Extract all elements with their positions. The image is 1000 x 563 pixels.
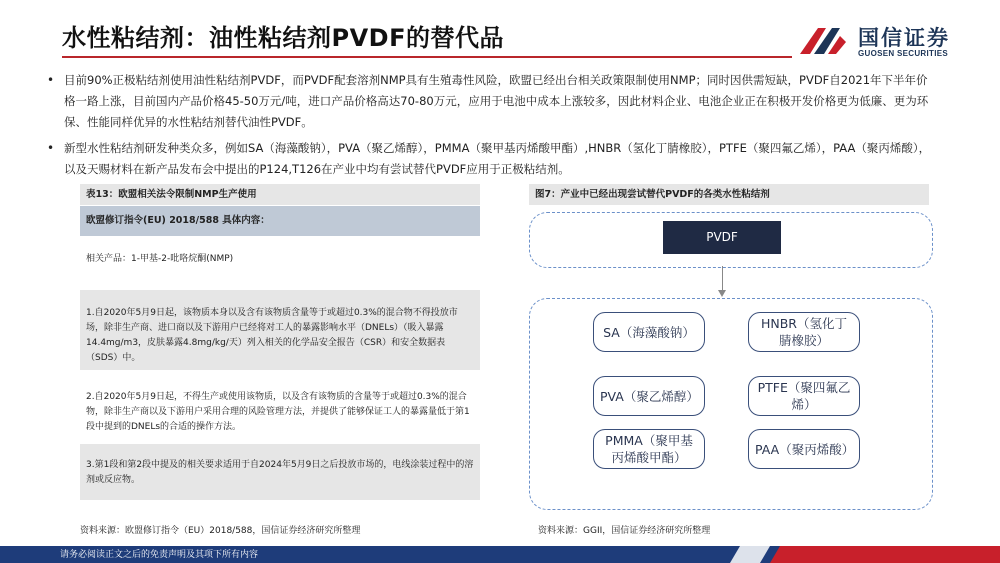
eu-regulation-table xyxy=(80,184,480,236)
bullet-dot-icon: • xyxy=(47,73,55,87)
bullet-text: 目前90%正极粘结剂使用油性粘结剂PVDF，而PVDF配套溶剂NMP具有生殖毒性风险，欧盟已经出台相关政策限制使用NMP；同时因供需短缺，PVDF自2021年下半年价格一路上涨，目前国内产品价格45-50万元/吨，进口产品价格高达70-80万元，应用于电池中成本上涨较多，因此材料企业、电池企业正在积极开发价格更为低廉、更为环保、性能同样优异的水性粘结剂替代油性PVDF。 xyxy=(64,73,929,129)
logo-chinese-name: 国信证券 xyxy=(858,26,950,50)
bullet-paragraph-2 xyxy=(47,138,934,180)
guosen-logo-icon xyxy=(796,20,850,60)
node-ptfe: PTFE（聚四氟乙烯） xyxy=(748,376,860,416)
binder-figure xyxy=(529,184,929,205)
node-pva: PVA（聚乙烯醇） xyxy=(593,376,705,416)
node-hnbr: HNBR（氢化丁腈橡胶） xyxy=(748,312,860,352)
figure-source: 资料来源：GGII，国信证券经济研究所整理 xyxy=(538,526,711,536)
table-source: 资料来源：欧盟修订指令（EU）2018/588，国信证券经济研究所整理 xyxy=(80,526,361,536)
page-title: 水性粘结剂：油性粘结剂PVDF的替代品 xyxy=(62,24,504,52)
related-product-text: 相关产品：1-甲基-2-吡咯烷酮(NMP) xyxy=(86,254,234,264)
node-paa: PAA（聚丙烯酸） xyxy=(748,429,860,469)
node-pmma: PMMA（聚甲基丙烯酸甲酯） xyxy=(593,429,705,469)
arrow-down-icon xyxy=(718,290,726,297)
arrow-line xyxy=(722,266,723,293)
regulation-item-2: 2.自2020年5月9日起，不得生产或使用该物质，以及含有该物质的含量等于或超过0.3%的混合物，除非生产商以及下游用户采用合理的风险管理方法，并提供了能够保证工人的暴露量低于第1段中提到的DNELs的合适的操作方法。 xyxy=(86,392,470,432)
title-underline xyxy=(62,56,792,58)
footer-stripe-decoration xyxy=(700,546,1000,563)
logo-english-name: GUOSEN SECURITIES xyxy=(858,49,949,58)
table-subheader: 欧盟修订指令(EU) 2018/588 具体内容： xyxy=(80,206,480,236)
node-sa: SA（海藻酸钠） xyxy=(593,312,705,352)
company-logo xyxy=(796,18,986,64)
alternatives-dashed-frame xyxy=(529,298,933,510)
bullet-dot-icon: • xyxy=(47,141,55,155)
table-caption: 表13：欧盟相关法令限制NMP生产使用 xyxy=(80,184,480,205)
figure-caption: 图7：产业中已经出现尝试替代PVDF的各类水性粘结剂 xyxy=(529,184,929,205)
regulation-item-3: 3.第1段和第2段中提及的相关要求适用于自2024年5月9日之后投放市场的，电线涂装过程中的溶剂或反应物。 xyxy=(80,444,480,500)
pvdf-node: PVDF xyxy=(663,221,781,254)
bullet-paragraph-1 xyxy=(47,70,934,133)
regulation-item-1: 1.自2020年5月9日起，该物质本身以及含有该物质含量等于或超过0.3%的混合物不得投放市场，除非生产商、进口商以及下游用户已经将对工人的暴露影响水平（DNELs）（吸入暴露14.4mg/m3，皮肤暴露4.8mg/kg/天）列入相关的化学品安全报告（CSR）和安全数据表（SDS）中。 xyxy=(80,290,480,370)
bullet-text: 新型水性粘结剂研发种类众多，例如SA（海藻酸钠），PVA（聚乙烯醇），PMMA（聚甲基丙烯酸甲酯）,HNBR（氢化丁腈橡胶），PTFE（聚四氟乙烯），PAA（聚丙烯酸），以及天赐材料在新产品发布会中提出的P124,T126在产业中均有尝试替代PVDF应用于正极粘结剂。 xyxy=(64,141,931,176)
disclaimer-text: 请务必阅读正文之后的免责声明及其项下所有内容 xyxy=(60,550,259,560)
